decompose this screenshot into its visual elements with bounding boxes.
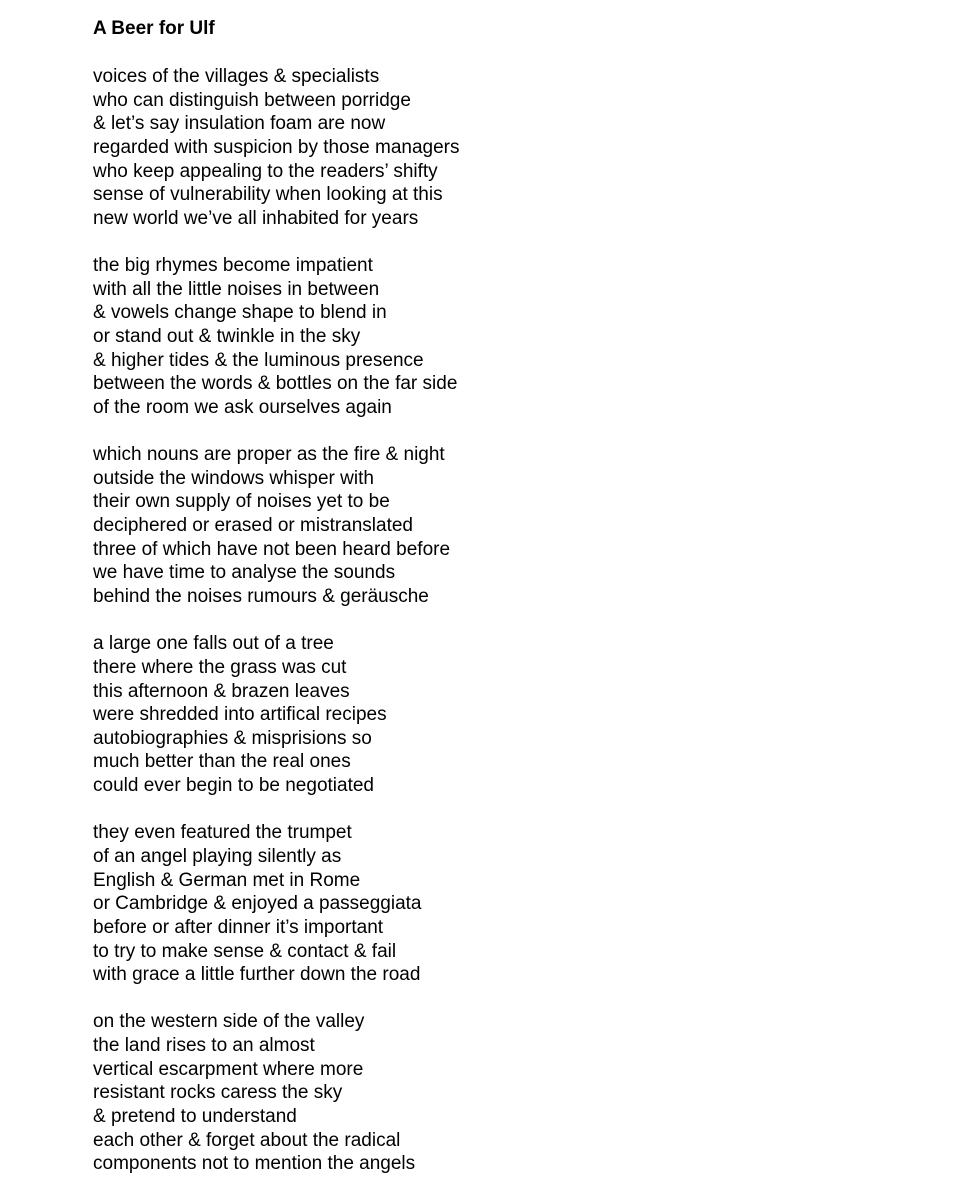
poem-line: this afternoon & brazen leaves xyxy=(93,680,350,702)
poem-line: autobiographies & misprisions so xyxy=(93,727,372,749)
poem-line: & higher tides & the luminous presence xyxy=(93,349,424,371)
poem-line: resistant rocks caress the sky xyxy=(93,1082,343,1104)
poem-line: vertical escarpment where more xyxy=(93,1058,364,1080)
poem-line: voices of the villages & specialists xyxy=(93,66,380,87)
poem-page xyxy=(93,17,953,1176)
poem-line: with all the little noises in between xyxy=(93,278,380,300)
poem-line: sense of vulnerability when looking at this xyxy=(93,184,443,206)
poem-line: & vowels change shape to blend in xyxy=(93,302,387,324)
poem-line: of the room we ask ourselves again xyxy=(93,396,392,418)
poem-line: to try to make sense & contact & fail xyxy=(93,940,397,962)
poem-line: English & German met in Rome xyxy=(93,869,361,891)
poem-line: or stand out & twinkle in the sky xyxy=(93,326,361,347)
poem-line: which nouns are proper as the fire & night xyxy=(93,444,445,466)
stanza-5 xyxy=(93,821,953,986)
poem-line: who keep appealing to the readers’ shifty xyxy=(93,160,438,182)
poem-line: behind the noises rumours & geräusche xyxy=(93,586,429,607)
poem-line: outside the windows whisper with xyxy=(93,467,374,489)
poem-line: each other & forget about the radical xyxy=(93,1129,401,1151)
poem-line: or Cambridge & enjoyed a passeggiata xyxy=(93,893,422,915)
stanza-2 xyxy=(93,254,953,419)
poem-line: components not to mention the angels xyxy=(93,1153,416,1175)
poem-line: & let’s say insulation foam are now xyxy=(93,113,386,135)
poem-line: before or after dinner it’s important xyxy=(93,916,384,938)
stanza-6 xyxy=(93,1010,953,1175)
poem-line: much better than the real ones xyxy=(93,751,351,773)
poem-line: three of which have not been heard before xyxy=(93,538,451,560)
poem-line: who can distinguish between porridge xyxy=(93,89,411,111)
stanza-1 xyxy=(93,65,953,230)
poem-line: regarded with suspicion by those managers xyxy=(93,136,460,158)
poem-line: were shredded into artifical recipes xyxy=(93,704,387,726)
poem-line: the big rhymes become impatient xyxy=(93,255,373,277)
poem-line: between the words & bottles on the far side xyxy=(93,373,458,395)
poem-line: could ever begin to be negotiated xyxy=(93,775,374,797)
poem-line: with grace a little further down the road xyxy=(93,964,421,986)
poem-line: there where the grass was cut xyxy=(93,656,347,678)
poem-line: new world we’ve all inhabited for years xyxy=(93,207,419,229)
poem-line: of an angel playing silently as xyxy=(93,845,342,867)
poem-line: the land rises to an almost xyxy=(93,1035,315,1057)
poem-line: they even featured the trumpet xyxy=(93,822,352,844)
poem-line: we have time to analyse the sounds xyxy=(93,562,396,584)
poem-line: a large one falls out of a tree xyxy=(93,633,334,655)
stanza-4 xyxy=(93,632,953,797)
poem-title: A Beer for Ulf xyxy=(93,18,215,39)
stanza-3 xyxy=(93,443,953,608)
poem-line: & pretend to understand xyxy=(93,1105,297,1127)
poem-line: deciphered or erased or mistranslated xyxy=(93,515,414,537)
poem-line: on the western side of the valley xyxy=(93,1011,365,1033)
poem-line: their own supply of noises yet to be xyxy=(93,491,390,513)
